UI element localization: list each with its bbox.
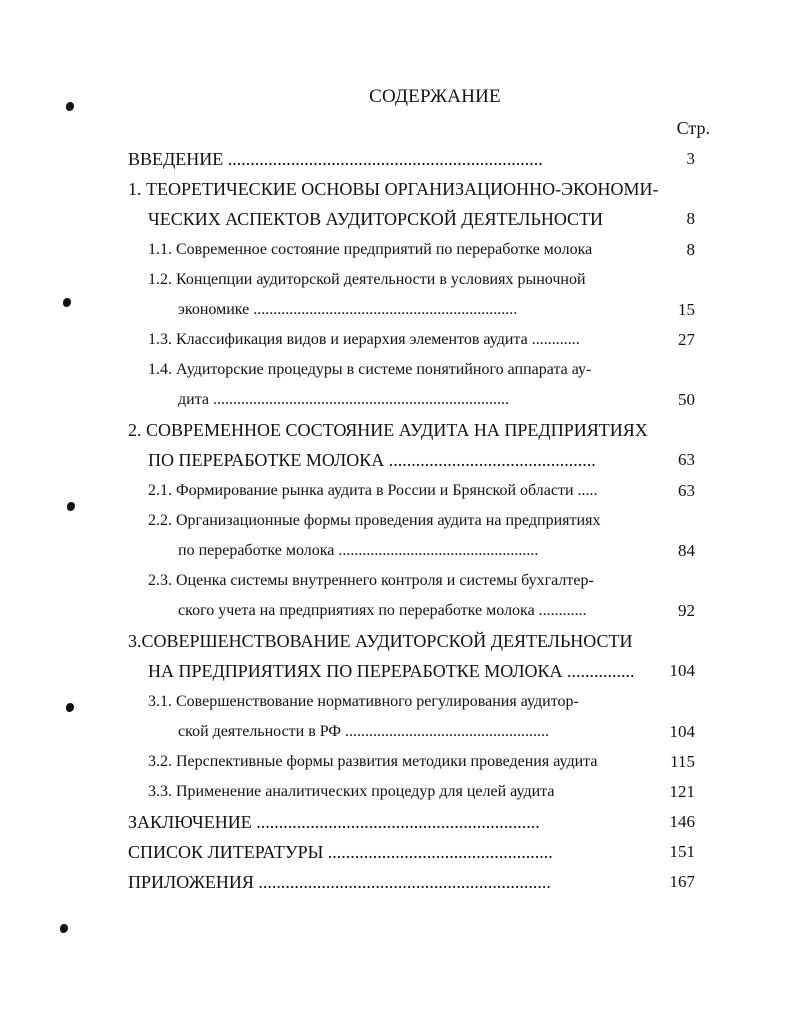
- scan-mark-2: [63, 298, 71, 307]
- toc-entry-text: ЗАКЛЮЧЕНИЕ ...............................................................: [128, 812, 540, 832]
- toc-entry-text: ЧЕСКИХ АСПЕКТОВ АУДИТОРСКОЙ ДЕЯТЕЛЬНОСТИ: [148, 209, 604, 229]
- toc-entry-page: 104: [669, 661, 695, 680]
- toc-entry-text: 2. СОВРЕМЕННОЕ СОСТОЯНИЕ АУДИТА НА ПРЕДПРИЯТИЯХ: [128, 420, 648, 440]
- toc-entry-text: дита ..........................................................................: [178, 391, 509, 408]
- toc-entry-page: 146: [669, 812, 695, 831]
- toc-entry-text: 1. ТЕОРЕТИЧЕСКИЕ ОСНОВЫ ОРГАНИЗАЦИОННО-ЭКОНОМИ-: [128, 179, 659, 199]
- toc-entry-page: 104: [669, 722, 695, 741]
- page-title: СОДЕРЖАНИЕ: [369, 86, 501, 107]
- toc-entry-text: 3.3. Применение аналитических процедур для целей аудита: [148, 783, 555, 800]
- toc-entry-page: 121: [669, 782, 695, 801]
- toc-entry-page: 8: [686, 240, 695, 259]
- toc-entry-page: 50: [678, 390, 695, 409]
- scan-mark-5: [60, 924, 68, 933]
- toc-entry-page: 63: [678, 450, 695, 469]
- toc-entry-text: 1.4. Аудиторские процедуры в системе понятийного аппарата ау-: [148, 361, 592, 378]
- toc-entry-page: 92: [678, 601, 695, 620]
- toc-entry-text: ПРИЛОЖЕНИЯ .................................................................: [128, 872, 551, 892]
- toc-entry-text: 3.2. Перспективные формы развития методики проведения аудита: [148, 753, 598, 770]
- toc-entry-text: экономике ..................................................................: [178, 301, 518, 318]
- toc-entry-text: 2.1. Формирование рынка аудита в России и Брянской области .....: [148, 482, 598, 499]
- toc-entry-text: 3.СОВЕРШЕНСТВОВАНИЕ АУДИТОРСКОЙ ДЕЯТЕЛЬНОСТИ: [128, 631, 633, 651]
- toc-entry-text: ского учета на предприятиях по переработке молока ............: [178, 602, 587, 619]
- toc-entry-text: 2.3. Оценка системы внутреннего контроля и системы бухгалтер-: [148, 572, 594, 589]
- toc-entry-page: 8: [686, 209, 695, 228]
- toc-entry-text: ской деятельности в РФ ...................................................: [178, 723, 550, 740]
- toc-entry-page: 151: [669, 842, 695, 861]
- toc-entry-text: 1.3. Классификация видов и иерархия элементов аудита ............: [148, 331, 580, 348]
- toc-entry-page: 115: [670, 752, 695, 771]
- toc-entry-text: СПИСОК ЛИТЕРАТУРЫ ..................................................: [128, 842, 553, 862]
- toc-entry-text: по переработке молока ..................................................: [178, 542, 539, 559]
- toc-entry-text: ВВЕДЕНИЕ ......................................................................: [128, 149, 543, 169]
- toc-entry-text: 1.1. Современное состояние предприятий по переработке молока: [148, 241, 593, 258]
- toc-entry-page: 15: [678, 300, 695, 319]
- toc-entry-text: ПО ПЕРЕРАБОТКЕ МОЛОКА ..............................................: [148, 450, 596, 470]
- toc-entry-page: 63: [678, 481, 695, 500]
- toc-entry-page: 84: [678, 541, 695, 560]
- toc-entry-page: 167: [669, 872, 695, 891]
- toc-entry-text: НА ПРЕДПРИЯТИЯХ ПО ПЕРЕРАБОТКЕ МОЛОКА ...............: [148, 661, 635, 681]
- toc-entry-page: 27: [678, 330, 695, 349]
- toc-entry-page: 3: [686, 149, 695, 168]
- toc-entry-text: 1.2. Концепции аудиторской деятельности в условиях рыночной: [148, 271, 586, 288]
- page-column-label: Стр.: [676, 118, 710, 138]
- scan-mark-4: [66, 703, 74, 712]
- toc-entry-text: 2.2. Организационные формы проведения аудита на предприятиях: [148, 512, 601, 529]
- toc-entry-text: 3.1. Совершенствование нормативного регулирования аудитор-: [148, 693, 579, 710]
- scan-mark-3: [67, 502, 75, 511]
